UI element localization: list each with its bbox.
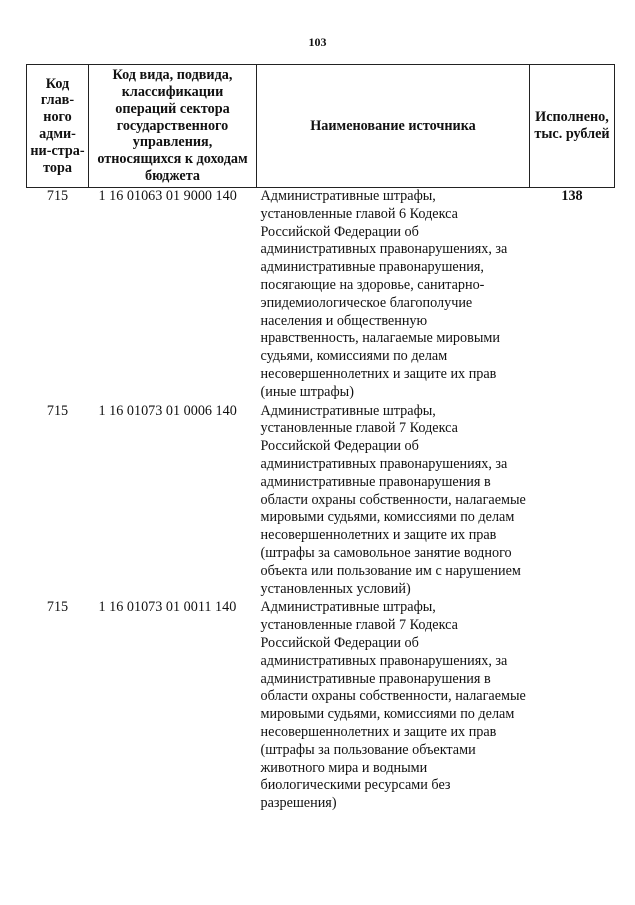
- page-number: 103: [308, 35, 327, 49]
- header-classification-code: Код вида, подвида, классификации операций сектора государственного управления, относящихся к доходам бюджета: [89, 65, 257, 188]
- header-executed: Исполнено, тыс. рублей: [530, 65, 615, 188]
- header-admin-code: Код глав-ного адми-ни-стра-тора: [27, 65, 89, 188]
- cell-admin-code: 715: [46, 599, 69, 616]
- cell-admin-code: 715: [46, 188, 69, 204]
- table-row: [27, 402, 615, 599]
- table-row: [27, 598, 615, 813]
- cell-executed: [530, 402, 615, 599]
- cell-executed: 138: [561, 188, 583, 204]
- cell-classification-code: 1 16 01073 01 0006 140: [98, 402, 237, 419]
- cell-source-name: Административные штрафы, установленные главой 7 Кодекса Российской Федерации об административных правонарушениях, за административные правонарушения в области охраны собственности, налагаемые мировыми судьями, комиссиями по делам несовершеннолетних и защите их прав (штрафы за самовольное занятие водного объекта или пользование им с нарушением установленных условий): [260, 402, 526, 597]
- cell-source-name: Административные штрафы, установленные главой 6 Кодекса Российской Федерации об административных правонарушениях, за административные правонарушения, посягающие на здоровье, санитарно-эпидемиологическое благополучие населения и общественную нравственность, налагаемые мировыми судьями, комиссиями по делам несовершеннолетних и защите их прав (иные штрафы): [260, 188, 508, 400]
- header-source-name: Наименование источника: [257, 65, 530, 188]
- cell-classification-code: 1 16 01063 01 9000 140: [98, 188, 237, 204]
- cell-executed: [530, 598, 615, 813]
- income-sources-table: [26, 64, 615, 813]
- table-header-row: [27, 65, 615, 188]
- table-row: [27, 188, 615, 402]
- cell-source-name: Административные штрафы, установленные главой 7 Кодекса Российской Федерации об административных правонарушениях, за административные правонарушения в области охраны собственности, налагаемые мировыми судьями, комиссиями по делам несовершеннолетних и защите их прав (штрафы за пользование объектами животного мира и водными биологическими ресурсами без разрешения): [260, 599, 526, 812]
- cell-admin-code: 715: [46, 402, 69, 419]
- cell-classification-code: 1 16 01073 01 0011 140: [98, 599, 237, 616]
